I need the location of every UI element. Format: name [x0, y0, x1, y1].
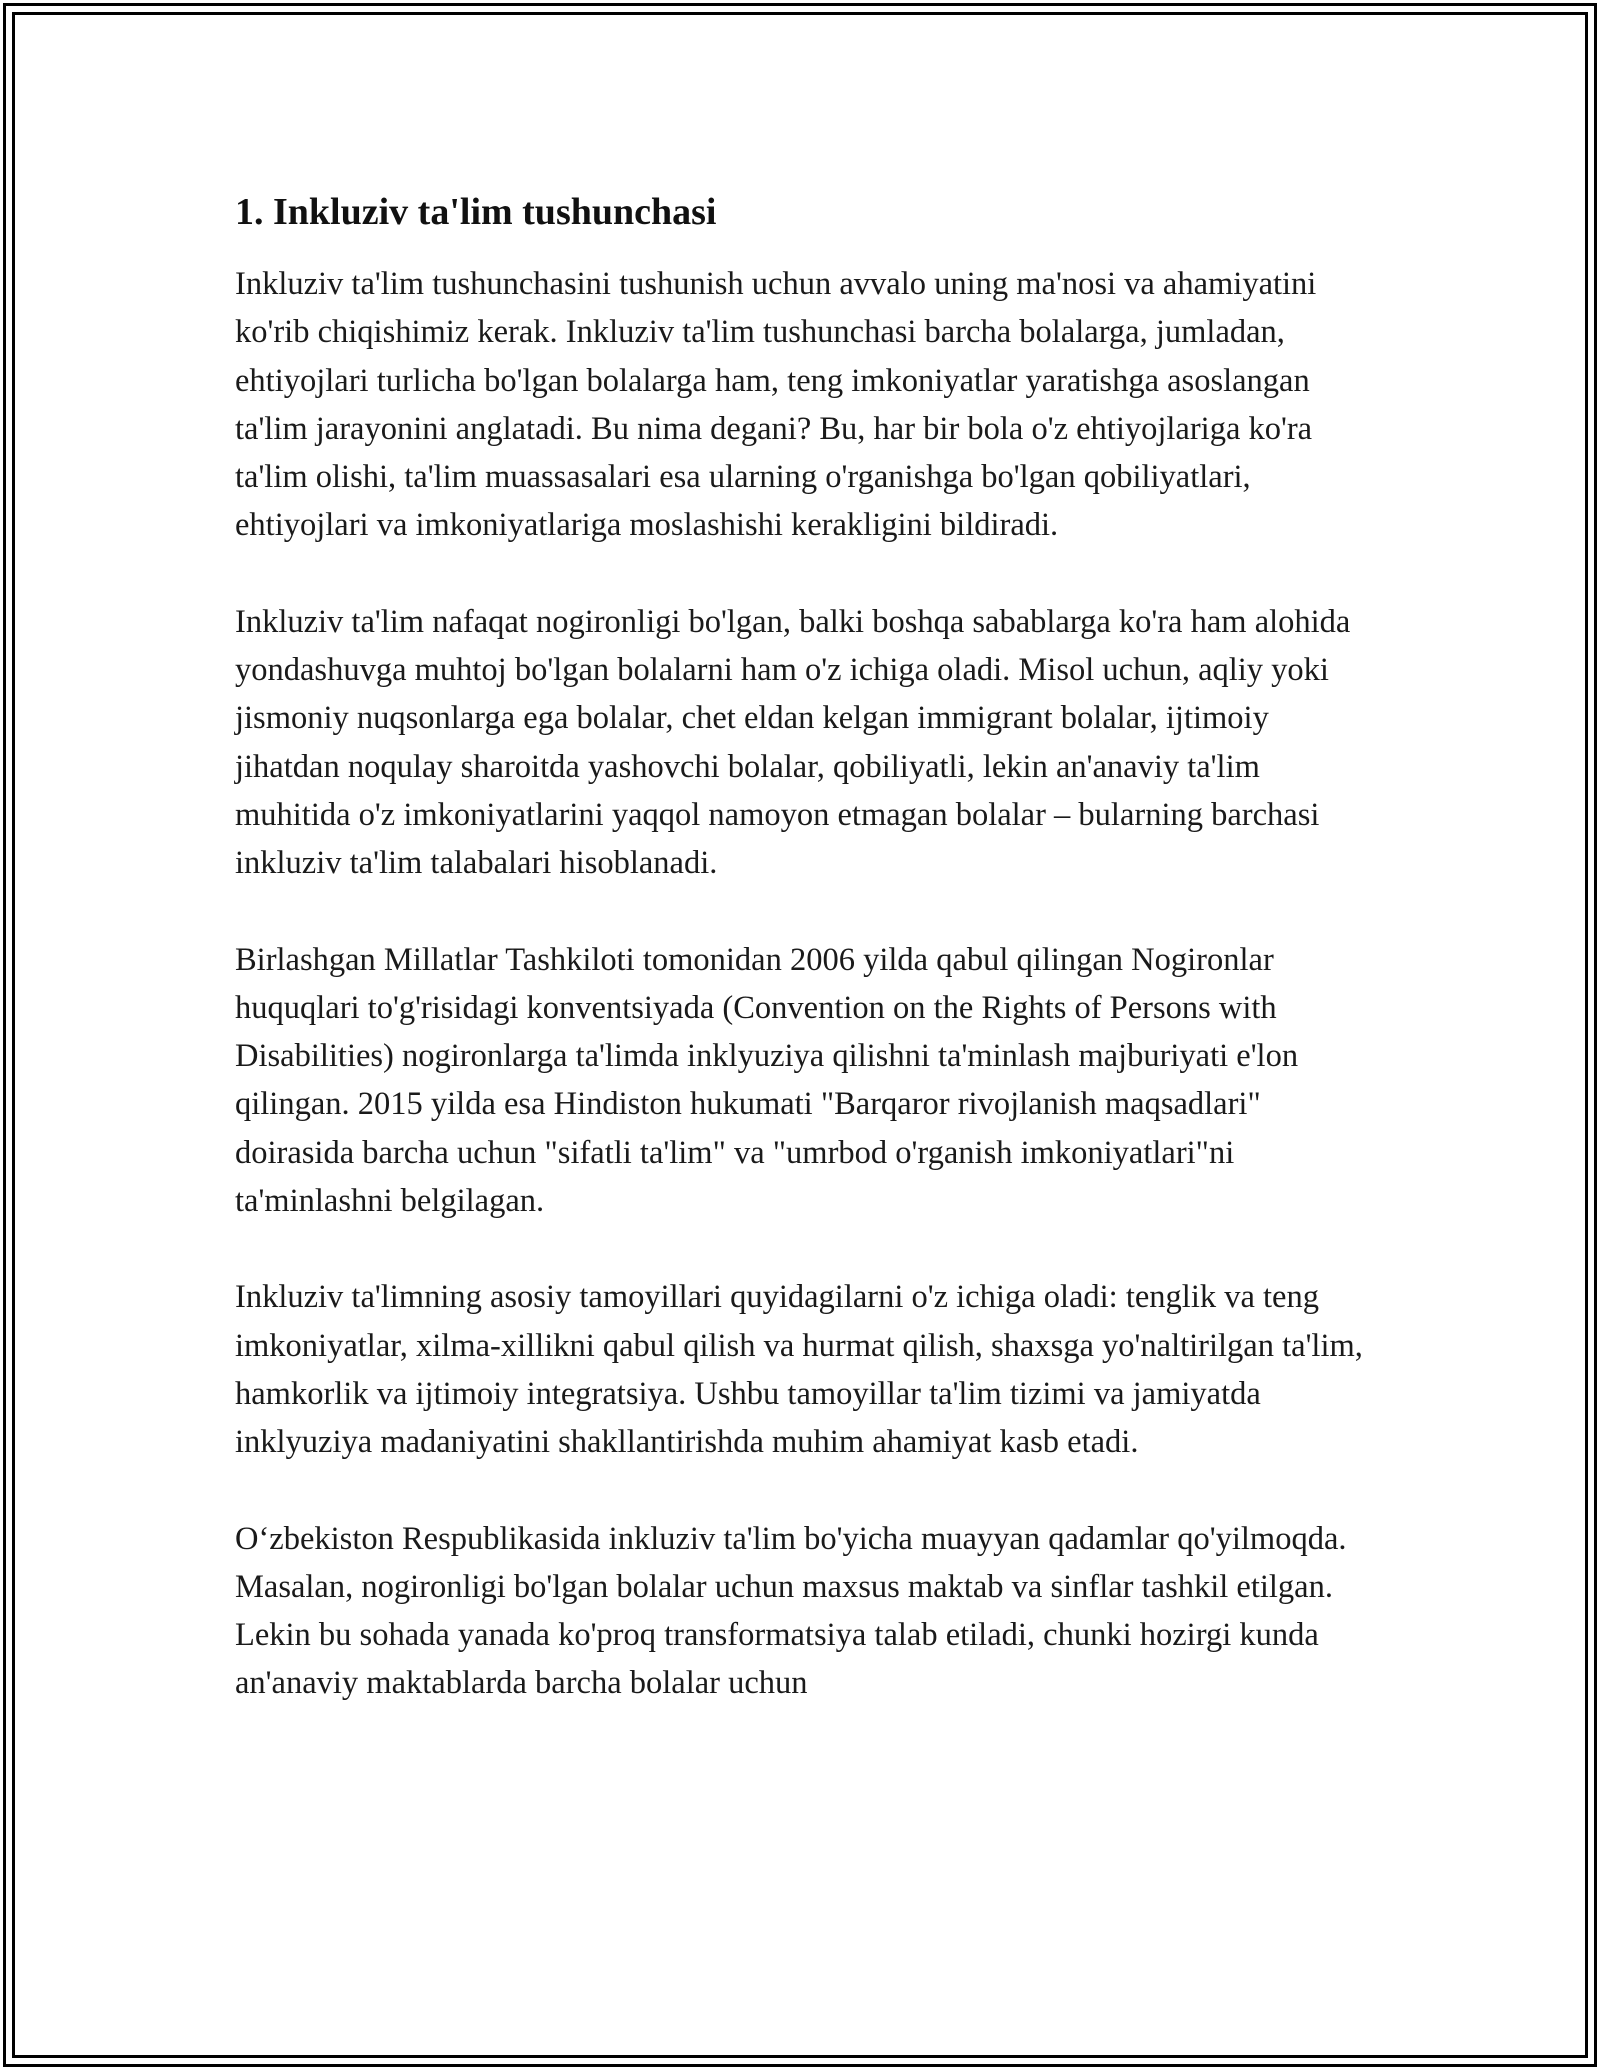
paragraph-4: Inkluziv ta'limning asosiy tamoyillari quyidagilarni o'z ichiga oladi: tenglik va teng imkoniyatlar, xilma-xillikni qabul qilish va hurmat qilish, shaxsga yo'naltirilgan ta'lim, hamkorlik va ijtimoiy integratsiya. Ushbu tamoyillar ta'lim tizimi va jamiyatda inklyuziya madaniyatini shakllantirishda muhim ahamiyat kasb etadi. [235, 1279, 1363, 1461]
paragraph-2: Inkluziv ta'lim nafaqat nogironligi bo'lgan, balki boshqa sabablarga ko'ra ham alohida yondashuvga muhtoj bo'lgan bolalarni ham o'z ichiga oladi. Misol uchun, aqliy yoki jismoniy nuqsonlarga ega bolalar, chet eldan kelgan immigrant bolalar, ijtimoiy jihatdan noqulay sharoitda yashovchi bolalar, qobiliyatli, lekin an'anaviy ta'lim muhitida o'z imkoniyatlarini yaqqol namoyon etmagan bolalar – bularning barchasi inkluziv ta'lim talabalari hisoblanadi. [235, 603, 1351, 882]
section-heading: 1. Inkluziv ta'lim tushunchasi [235, 191, 717, 233]
paragraph-3: Birlashgan Millatlar Tashkiloti tomonidan 2006 yilda qabul qilingan Nogironlar huquqlari to'g'risidagi konventsiyada (Convention on the Rights of Persons with Disabilities) nogironlarga ta'limda inklyuziya qilishni ta'minlash majburiyati e'lon qilingan. 2015 yilda esa Hindiston hukumati "Barqaror rivojlanish maqsadlari" doirasida barcha uchun "sifatli ta'lim" va "umrbod o'rganish imkoniyatlari"ni ta'minlashni belgilagan. [235, 941, 1299, 1220]
paragraph-1: Inkluziv ta'lim tushunchasini tushunish uchun avvalo uning ma'nosi va ahamiyatini ko'rib chiqishimiz kerak. Inkluziv ta'lim tushunchasi barcha bolalarga, jumladan, ehtiyojlari turlicha bo'lgan bolalarga ham, teng imkoniyatlar yaratishga asoslangan ta'lim jarayonini anglatadi. Bu nima degani? Bu, har bir bola o'z ehtiyojlariga ko'ra ta'lim olishi, ta'lim muassasalari esa ularning o'rganishga bo'lgan qobiliyatlari, ehtiyojlari va imkoniyatlariga moslashishi kerakligini bildiradi. [235, 266, 1317, 544]
paragraph-5: O‘zbekiston Respublikasida inkluziv ta'lim bo'yicha muayyan qadamlar qo'yilmoqda. Masalan, nogironligi bo'lgan bolalar uchun maxsus maktab va sinflar tashkil etilgan. Lekin bu sohada yanada ko'proq transformatsiya talab etiladi, chunki hozirgi kunda an'anaviy maktablarda barcha bolalar uchun [235, 1520, 1347, 1702]
document-body [235, 186, 1365, 1756]
